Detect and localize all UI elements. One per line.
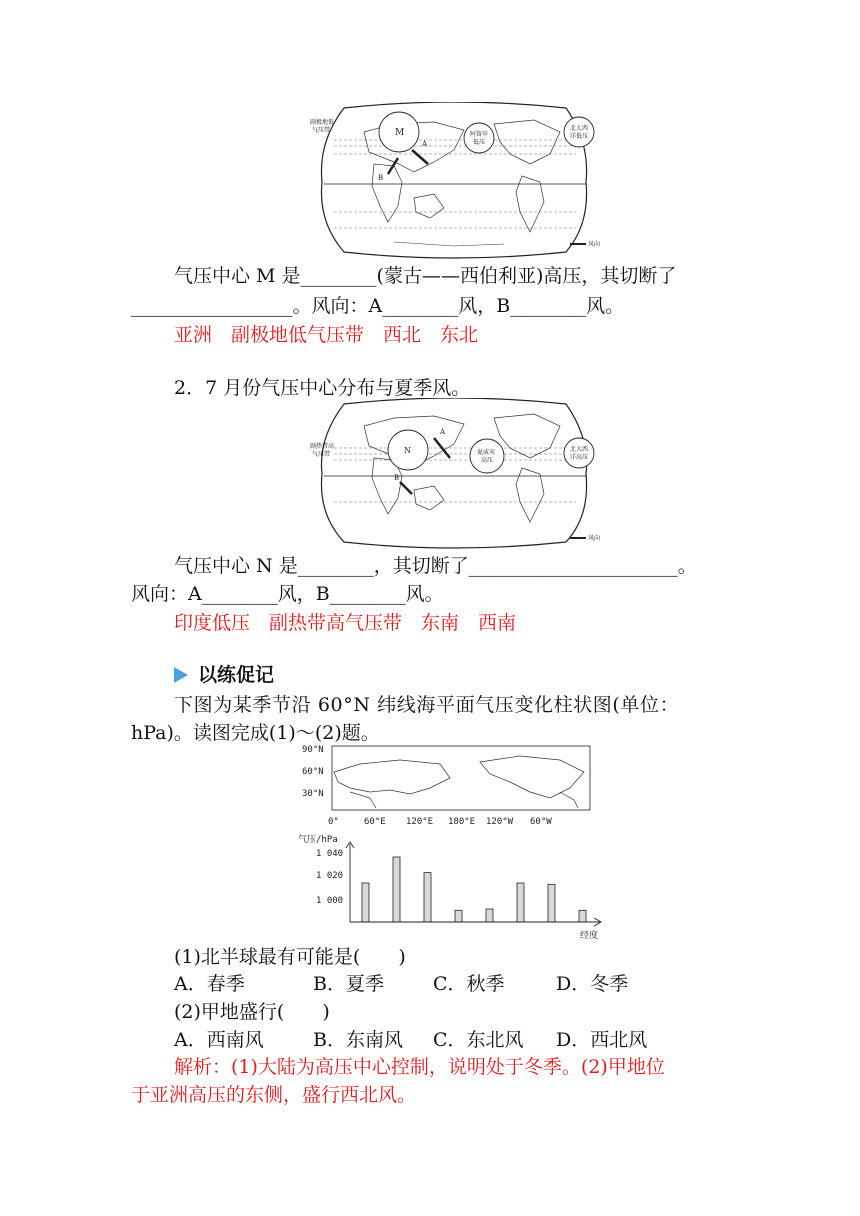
map2-label-3: 夏威夷 bbox=[477, 449, 496, 456]
q1-option-a[interactable]: A．春季 bbox=[174, 973, 245, 995]
ytick-1000: 1 000 bbox=[316, 896, 344, 906]
practice-heading-text: 以练促记 bbox=[198, 664, 275, 686]
map2-label-4: 高压 bbox=[481, 457, 494, 464]
sec2-title: 2．7 月份气压中心分布与夏季风。 bbox=[174, 377, 471, 399]
january-pressure-map bbox=[304, 102, 604, 262]
map1-label-7: A bbox=[422, 140, 428, 148]
sec1-question-line1: 气压中心 M 是________(蒙古——西伯利亚)高压，其切断了 bbox=[174, 265, 677, 287]
analysis-line2: 于亚洲高压的东侧，盛行西北风。 bbox=[131, 1084, 417, 1106]
map2-label-7: A bbox=[440, 428, 446, 436]
lon-label-60w: 60°W bbox=[530, 817, 552, 827]
q2-option-b[interactable]: B．东南风 bbox=[313, 1029, 403, 1051]
map2-label-8: B bbox=[394, 474, 400, 482]
pressure-bar-6 bbox=[517, 883, 524, 922]
lon-label-0: 0° bbox=[328, 817, 339, 827]
sec1-question-line2: _________________。风向：A________风，B________风。 bbox=[131, 295, 625, 317]
pressure-bar-chart bbox=[296, 828, 610, 942]
q1-option-d[interactable]: D．冬季 bbox=[556, 973, 629, 995]
map1-label-1: 气压带 bbox=[312, 127, 331, 134]
map2-label-6: 洋高压 bbox=[570, 454, 589, 461]
q1-option-c[interactable]: C．秋季 bbox=[433, 973, 505, 995]
sec2-question-line1: 气压中心 N 是________，其切断了______________________。 bbox=[174, 555, 697, 577]
map1-label-2: M bbox=[395, 128, 405, 138]
map2-label-1: 气压带 bbox=[312, 451, 331, 458]
lon-label-180e: 180°E bbox=[448, 817, 476, 827]
q2-stem: (2)甲地盛行( ) bbox=[174, 1001, 330, 1023]
practice-heading bbox=[174, 661, 274, 689]
chart-xlabel: 经度 bbox=[580, 931, 599, 941]
sec2-answer: 印度低压 副热带高气压带 东南 西南 bbox=[174, 612, 517, 634]
pressure-bar-4 bbox=[455, 910, 462, 922]
lon-label-60e: 60°E bbox=[364, 817, 386, 827]
lon-label-120e: 120°E bbox=[406, 817, 434, 827]
map1-label-9: 风向 bbox=[588, 241, 601, 248]
q2-option-a[interactable]: A．西南风 bbox=[174, 1029, 264, 1051]
q1-option-b[interactable]: B．夏季 bbox=[313, 973, 384, 995]
q2-option-c[interactable]: C．东北风 bbox=[433, 1029, 524, 1051]
analysis-text1: (1)大陆为高压中心控制，说明处于冬季。(2)甲地位 bbox=[231, 1056, 665, 1078]
ytick-1020: 1 020 bbox=[316, 871, 344, 881]
map2-label-2: N bbox=[404, 446, 411, 455]
map2-label-0: 副热带高 bbox=[310, 443, 335, 450]
lat-label-30n: 30°N bbox=[302, 789, 324, 799]
lon-label-120w: 120°W bbox=[486, 817, 514, 827]
sec2-question-line2: 风向：A________风，B________风。 bbox=[131, 583, 444, 605]
analysis-label: 解析： bbox=[174, 1056, 232, 1078]
pressure-bar-3 bbox=[424, 873, 431, 922]
practice-intro-line2: hPa)。读图完成(1)～(2)题。 bbox=[131, 722, 380, 744]
practice-intro-line1: 下图为某季节沿 60°N 纬线海平面气压变化柱状图(单位： bbox=[174, 694, 680, 716]
lat-label-60n: 60°N bbox=[302, 767, 324, 777]
pressure-bar-1 bbox=[362, 883, 369, 922]
world-map-60n bbox=[300, 742, 596, 828]
lat-label-90n: 90°N bbox=[302, 745, 324, 755]
map1-label-3: 阿留申 bbox=[470, 131, 489, 138]
sec1-answer: 亚洲 副极地低气压带 西北 东北 bbox=[174, 324, 479, 346]
chart-ylabel: 气压/hPa bbox=[298, 835, 338, 845]
map1-label-0: 副极地低 bbox=[310, 119, 335, 126]
q1-stem: (1)北半球最有可能是( ) bbox=[174, 946, 406, 968]
pressure-bar-5 bbox=[486, 909, 493, 922]
analysis-line1 bbox=[174, 1053, 665, 1081]
pressure-bar-7 bbox=[548, 884, 555, 922]
map2-label-9: 风向 bbox=[588, 535, 601, 542]
play-triangle-icon bbox=[174, 667, 188, 683]
pressure-bar-8 bbox=[579, 910, 586, 922]
map1-label-4: 低压 bbox=[473, 139, 486, 146]
map2-label-5: 北大西 bbox=[570, 446, 589, 453]
map1-label-6: 洋低压 bbox=[570, 133, 589, 140]
map1-label-5: 北大西 bbox=[570, 125, 589, 132]
july-pressure-map bbox=[304, 398, 604, 550]
map1-label-8: B bbox=[378, 174, 384, 182]
q2-option-d[interactable]: D．西北风 bbox=[556, 1029, 648, 1051]
ytick-1040: 1 040 bbox=[316, 849, 344, 859]
pressure-bar-2 bbox=[393, 857, 400, 922]
